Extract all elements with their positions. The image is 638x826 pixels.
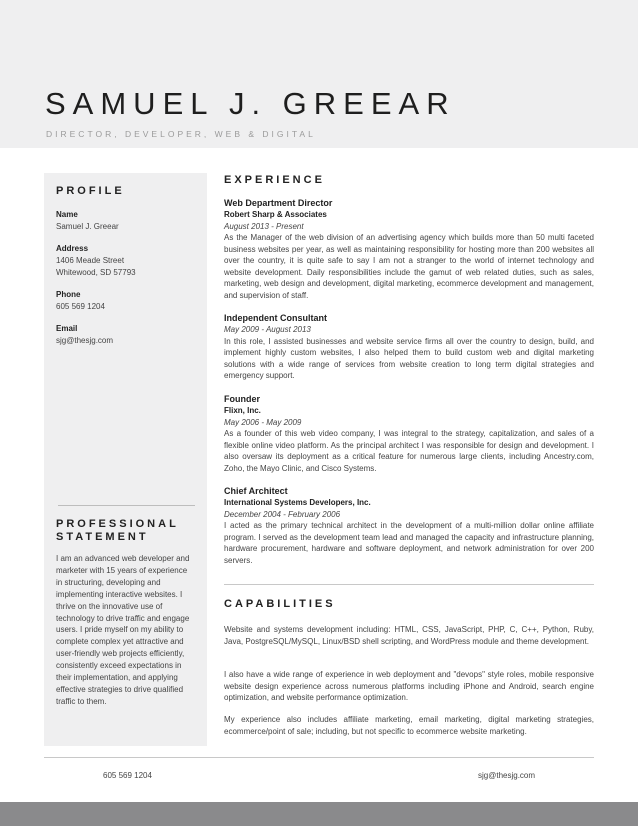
phone-value: 605 569 1204: [56, 302, 105, 311]
address-label: Address: [56, 244, 89, 253]
profile-heading: PROFILE: [56, 185, 125, 197]
resume-name: SAMUEL J. GREEAR: [45, 86, 456, 121]
job-title: Web Department Director: [224, 198, 333, 208]
job-dates: December 2004 - February 2006: [224, 509, 341, 519]
email-value[interactable]: sjg@thesjg.com: [56, 336, 114, 345]
footer-divider: [44, 757, 594, 758]
job-description: I acted as the primary technical architect in the development of a multi-million dollar online affiliate program. I served as the development team lead and managed the capacity and infrastructure planning, hardware procurement, hardware and software deployment, and network administration for over 200 servers.: [224, 521, 594, 565]
job-title: Independent Consultant: [224, 313, 327, 323]
statement-text: I am an advanced web developer and marketer with 15 years of experience in structuring, developing and implementing interactive websites. I thrive on the innovative use of technology to drive traffic and engage users. I pride myself on my ability to complete complex yet attractive and user-friendly web projects efficiently, consistently exceed expectations in their implementation, and applying effective strategies to drive qualified traffic to them.: [56, 554, 190, 706]
resume-subtitle: DIRECTOR, DEVELOPER, WEB & DIGITAL: [46, 129, 316, 139]
job-description: As a founder of this web video company, I was integral to the strategy, capitalization, and sales of a flexible online video platform. As the principal architect I was responsible for design and development. I also oversaw its deployment as a critical feature for numerous large clients, including Ancestry.com, Zoho, the Mayo Clinic, and Cisco Systems.: [224, 429, 594, 473]
header-band: [0, 0, 638, 148]
job-dates: August 2013 - Present: [224, 221, 304, 231]
capabilities-heading: CAPABILITIES: [224, 598, 336, 610]
footer-email[interactable]: sjg@thesjg.com: [478, 771, 536, 780]
experience-heading: EXPERIENCE: [224, 174, 325, 186]
job-title: Founder: [224, 394, 260, 404]
job-dates: May 2006 - May 2009: [224, 417, 302, 427]
name-value: Samuel J. Greear: [56, 222, 119, 231]
job-entry: [224, 312, 594, 382]
address-line1: 1406 Meade Street: [56, 256, 125, 265]
capabilities-paragraph: My experience also includes affiliate marketing, email marketing, digital marketing strategies, ecommerce/point of sale; including, but not specific to ecommerce website marketing.: [224, 715, 594, 736]
job-description: As the Manager of the web division of an advertising agency which builds more than 50 multi faceted business websites per year, as well as maintaining responsibility for hosting more than 200 websites all over the country, it is quite safe to say I am not a stranger to the world of internet technology and website development. Daily responsibilities include the gamut of web related duties, such as sales, marketing, web design and development, digital marketing, ecommerce development and management, and supervision of staff.: [224, 233, 594, 300]
job-company: Robert Sharp & Associates: [224, 210, 327, 219]
phone-label: Phone: [56, 290, 81, 299]
job-company: Flixn, Inc.: [224, 406, 261, 415]
job-entry: [224, 393, 594, 474]
statement-heading-line2: STATEMENT: [56, 531, 149, 543]
job-title: Chief Architect: [224, 486, 288, 496]
sidebar: [44, 173, 207, 746]
capabilities-paragraph: Website and systems development including: HTML, CSS, JavaScript, PHP, C, C++, Python, Ruby, Java, PostgreSQL/MySQL, Linux/BSD shell scripting, and WordPress module and theme development.: [224, 625, 594, 646]
name-label: Name: [56, 210, 78, 219]
capabilities-paragraph: I also have a wide range of experience in web deployment and "devops" style roles, mobile responsive website design experience across numerous platforms including iPhone and Android, search engine optimization, and website performance optimization.: [224, 670, 594, 702]
statement-heading-line1: PROFESSIONAL: [56, 518, 179, 530]
job-company: International Systems Developers, Inc.: [224, 498, 371, 507]
job-entry: [224, 485, 594, 566]
sidebar-divider: [58, 505, 195, 506]
job-dates: May 2009 - August 2013: [224, 325, 311, 334]
footer-phone: 605 569 1204: [103, 771, 152, 780]
address-line2: Whitewood, SD 57793: [56, 268, 136, 277]
job-description: In this role, I assisted businesses and website service firms all over the country to design, build, and implement highly custom websites, I also helped them to build custom web and digital marketing solutions with a wide range of services from website creation to long term digital strategies and emergency support.: [224, 336, 594, 380]
job-entry: [224, 197, 594, 301]
bottom-bar: [0, 802, 638, 826]
experience-divider: [224, 584, 594, 585]
email-label: Email: [56, 324, 78, 333]
